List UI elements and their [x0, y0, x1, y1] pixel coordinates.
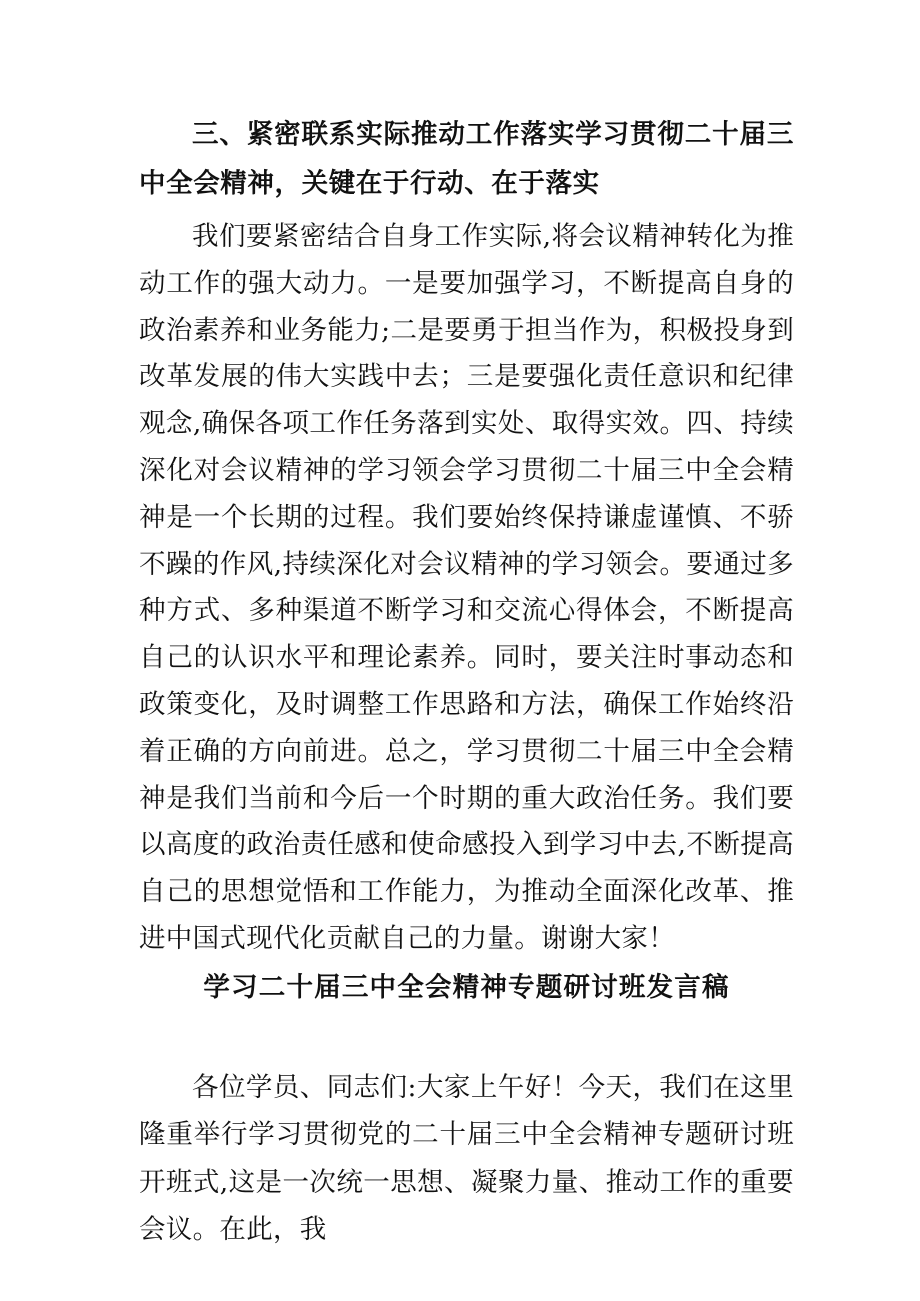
body-paragraph: 各位学员、同志们:大家上午好！今天，我们在这里隆重举行学习贯彻党的二十届三中全会精神专题研讨班开班式,这是一次统一思想、凝聚力量、推动工作的重要会议。在此，我 — [139, 1071, 794, 1246]
body-paragraph: 我们要紧密结合自身工作实际,将会议精神转化为推动工作的强大动力。一是要加强学习，不断提高自身的政治素养和业务能力;二是要勇于担当作为，积极投身到改革发展的伟大实践中去；三是要强化责任意识和纪律观念,确保各项工作任务落到实处、取得实效。四、持续深化对会议精神的学习领会学习贯彻二十届三中全会精神是一个长期的过程。我们要始终保持谦虚谨慎、不骄不躁的作风,持续深化对会议精神的学习领会。要通过多种方式、多种渠道不断学习和交流心得体会，不断提高自己的认识水平和理论素养。同时，要关注时事动态和政策变化，及时调整工作思路和方法，确保工作始终沿着正确的方向前进。总之，学习贯彻二十届三中全会精神是我们当前和今后一个时期的重大政治任务。我们要以高度的政治责任感和使命感投入到学习中去,不断提高自己的思想觉悟和工作能力，为推动全面深化改革、推进中国式现代化贡献自己的力量。谢谢大家！ — [139, 221, 794, 954]
document-body — [139, 110, 794, 1254]
document-title: 学习二十届三中全会精神专题研讨班发言稿 — [203, 971, 730, 1003]
section-heading: 三、紧密联系实际推动工作落实学习贯彻二十届三中全会精神，关键在于行动、在于落实 — [139, 119, 794, 199]
